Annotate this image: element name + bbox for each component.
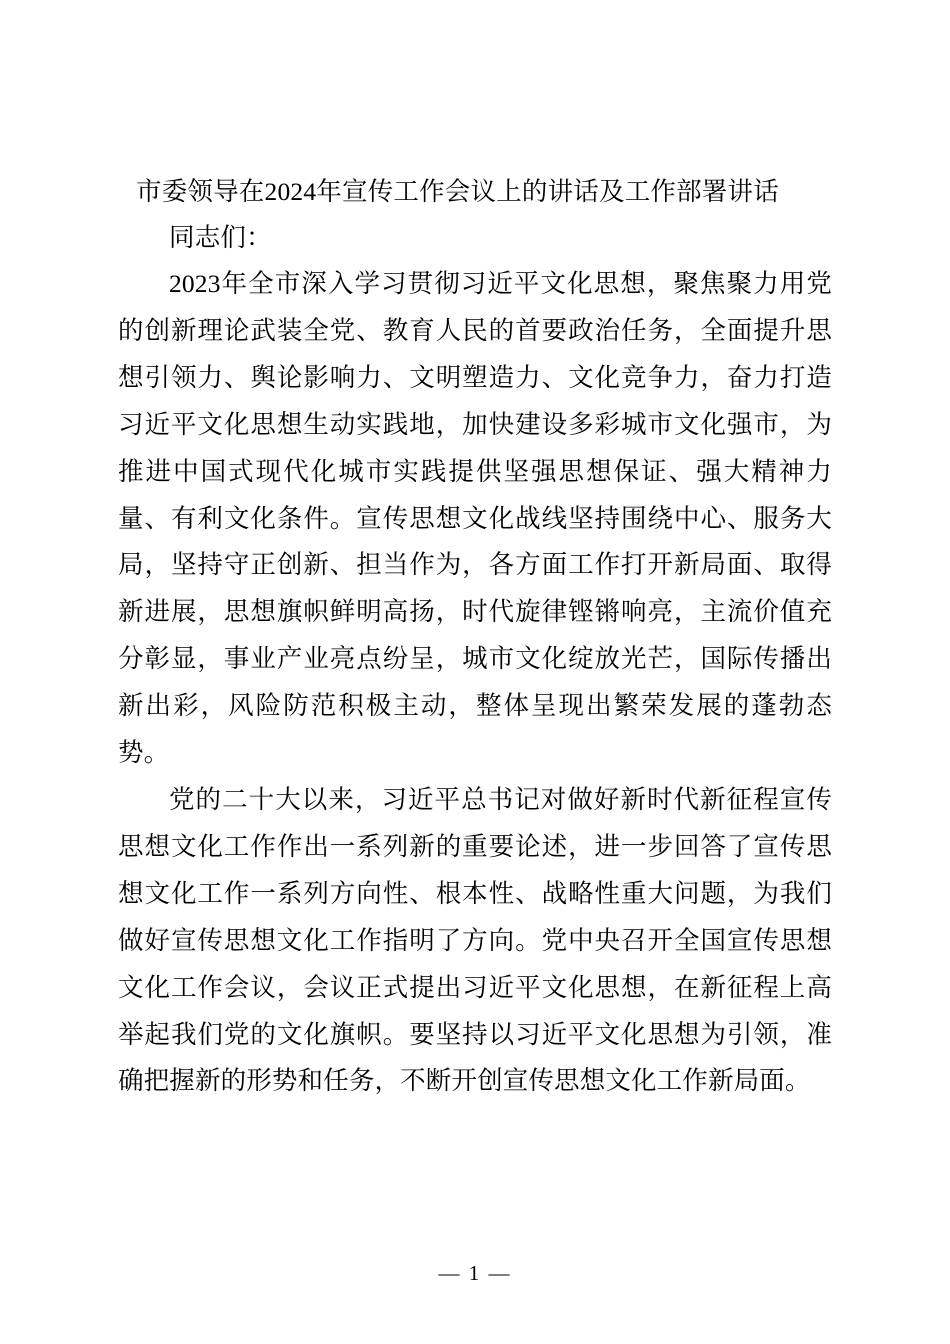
page-number: — 1 — xyxy=(438,1261,512,1285)
body-paragraph-2: 党的二十大以来，习近平总书记对做好新时代新征程宣传思想文化工作作出一系列新的重要论述，进一步回答了宣传思想文化工作一系列方向性、根本性、战略性重大问题，为我们做好宣传思想文化工作指明了方向。党中央召开全国宣传思想文化工作会议，会议正式提出习近平文化思想，在新征程上高举起我们党的文化旗帜。要坚持以习近平文化思想为引领，准确把握新的形势和任务，不断开创宣传思想文化工作新局面。 xyxy=(118,785,832,1096)
body-paragraph-1: 2023年全市深入学习贯彻习近平文化思想，聚焦聚力用党的创新理论武装全党、教育人民的首要政治任务，全面提升思想引领力、舆论影响力、文明塑造力、文化竞争力，奋力打造习近平文化思想生动实践地，加快建设多彩城市文化强市，为推进中国式现代化城市实践提供坚强思想保证、强大精神力量、有利文化条件。宣传思想文化战线坚持围绕中心、服务大局，坚持守正创新、担当作为，各方面工作打开新局面、取得新进展，思想旗帜鲜明高扬，时代旋律铿锵响亮，主流价值充分彰显，事业产业亮点纷呈，城市文化绽放光芒，国际传播出新出彩，风险防范积极主动，整体呈现出繁荣发展的蓬勃态势。 xyxy=(118,269,832,768)
salutation: 同志们： xyxy=(169,222,272,252)
page-title: 市委领导在2024年宣传工作会议上的讲话及工作部署讲话 xyxy=(136,177,779,206)
